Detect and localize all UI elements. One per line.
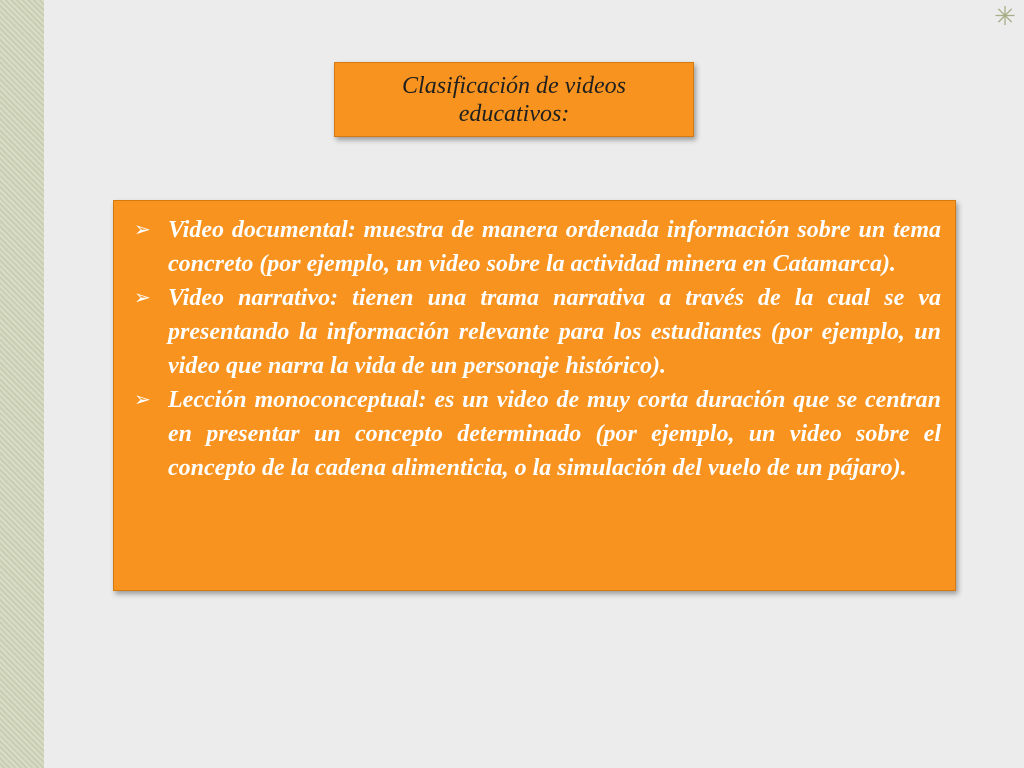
slide-title: Clasificación de videos educativos: (402, 72, 626, 127)
arrow-bullet-icon: ➢ (134, 287, 151, 309)
title-box (334, 62, 694, 137)
bullet-item-monoconceptual (130, 383, 941, 485)
decorative-side-stripe (0, 0, 44, 768)
bullet-item-narrativo (130, 281, 941, 383)
corner-star-icon: ✳ (994, 2, 1016, 31)
arrow-bullet-icon: ➢ (134, 219, 151, 241)
bullet-list (130, 213, 941, 485)
bullet-text: Lección monoconceptual: es un video de muy corta duración que se centran en presentar un concepto determinado (por ejemplo, un video sobre el concepto de la cadena alimenticia, o la simulación del vuelo de un pájaro). (168, 387, 941, 481)
bullet-item-documental (130, 213, 941, 281)
arrow-bullet-icon: ➢ (134, 389, 151, 411)
content-box (113, 200, 956, 591)
bullet-text: Video documental: muestra de manera ordenada información sobre un tema concreto (por ejemplo, un video sobre la actividad minera en Catamarca). (168, 217, 941, 277)
bullet-text: Video narrativo: tienen una trama narrativa a través de la cual se va presentando la información relevante para los estudiantes (por ejemplo, un video que narra la vida de un personaje histórico). (168, 285, 941, 379)
